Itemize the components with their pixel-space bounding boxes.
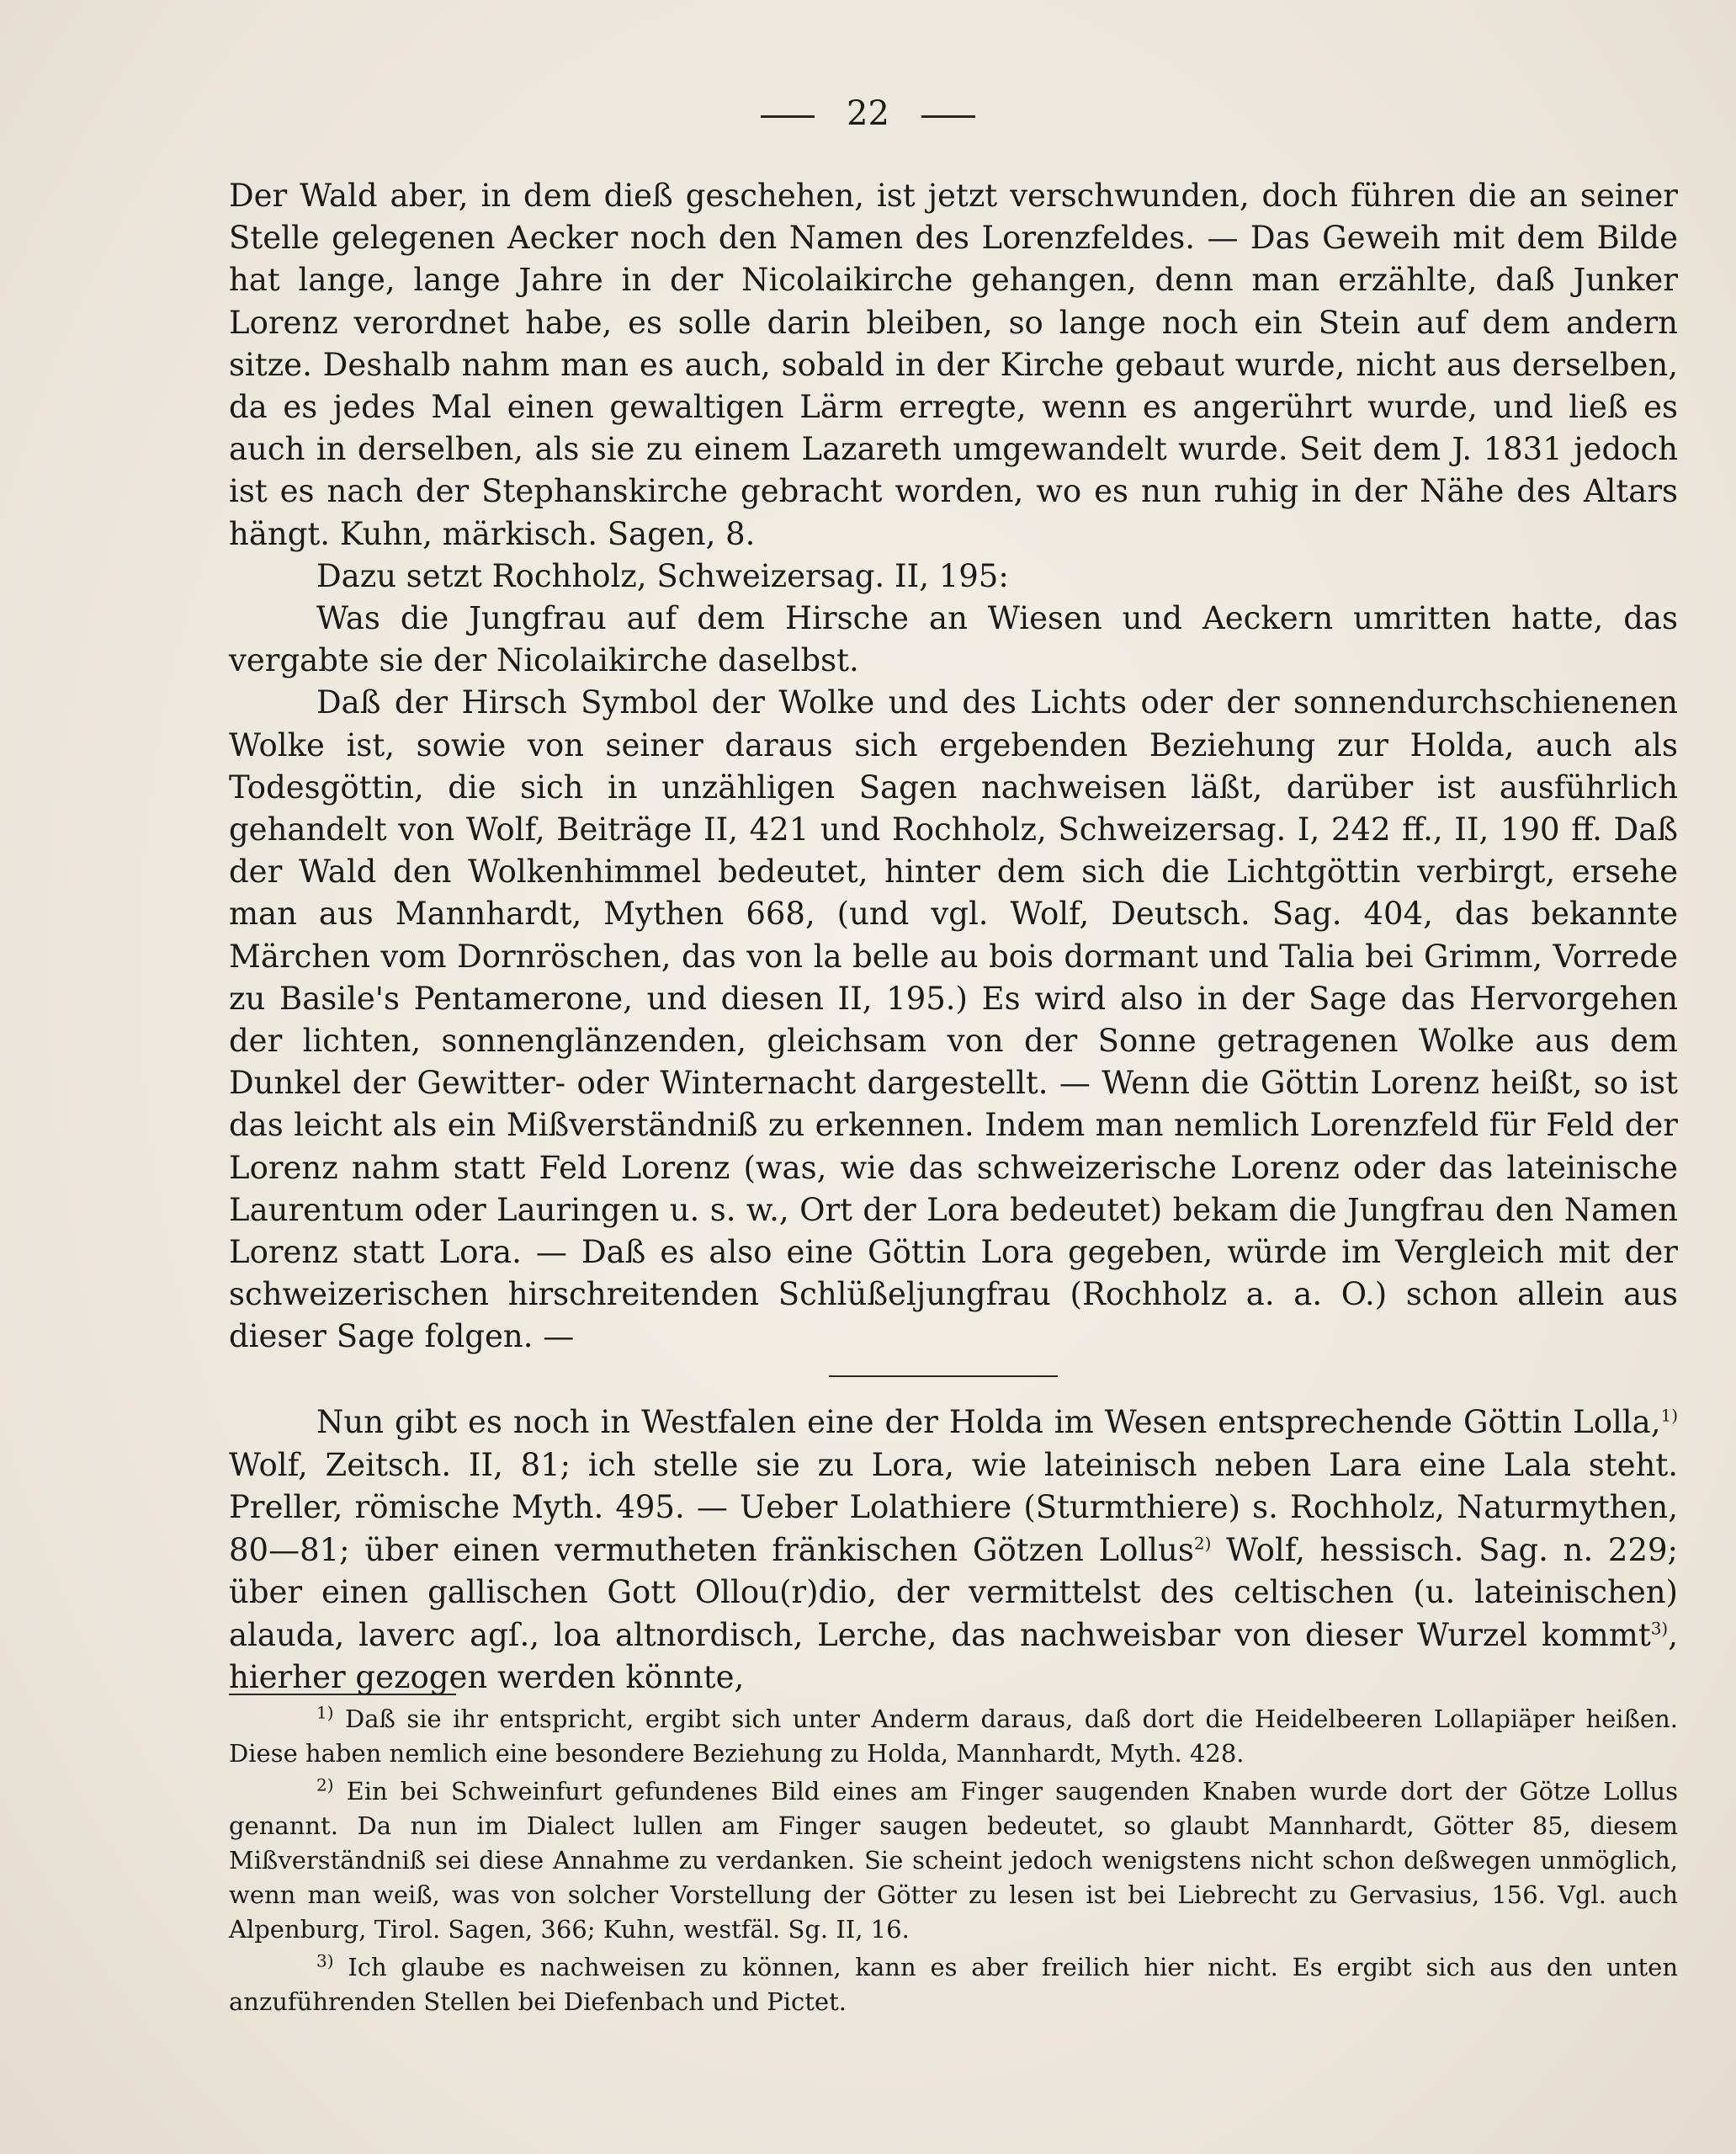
paragraph-3-quote: Was die Jungfrau auf dem Hirsche an Wiesen und Aeckern umritten hatte, das vergabte sie der Nicolaikirche daselbst. [229,600,1678,679]
paragraph-5-part-c: Wolf, hessisch. Sag. n. 229; über einen gallischen Gott Ollou(r)dio, der vermittelst des celtischen (u. lateinischen) alauda, laverc agſ., loa altnordisch, Lerche, das nachweisbar von dieser Wurzel kommt [229,1531,1678,1653]
main-text-continued [229,1401,1678,1699]
main-text [229,175,1678,1359]
footnote-2 [229,1774,1678,1947]
footnote-1 [229,1702,1678,1771]
page-header [0,94,1736,133]
paragraph-1: Der Wald aber, in dem dieß geschehen, ist jetzt verschwunden, doch führen die an seiner Stelle gelegenen Aecker noch den Namen des Lorenzfeldes. — Das Geweih mit dem Bilde hat lange, lange Jahre in der Nicolaikirche gehangen, denn man erzählte, daß Junker Lorenz verordnet habe, es solle darin bleiben, so lange noch ein Stein auf dem andern sitze. Deshalb nahm man es auch, sobald in der Kirche gebaut wurde, nicht aus derselben, da es jedes Mal einen gewaltigen Lärm erregte, wenn es angerührt wurde, und ließ es auch in derselben, als sie zu einem Lazareth umgewandelt wurde. Seit dem J. 1831 jedoch ist es nach der Stephanskirche gebracht worden, wo es nun ruhig in der Nähe des Altars hängt. Kuhn, märkisch. Sagen, 8. [229,178,1678,552]
footnote-2-text: Ein bei Schweinfurt gefundenes Bild eines am Finger saugenden Knaben wurde dort der Götze Lollus genannt. Da nun im Dialect lullen am Finger saugen bedeutet, so glaubt Mannhardt, Götter 85, diesem Mißverständniß sei diese Annahme zu verdanken. Sie scheint jedoch wenigstens nicht schon deßwegen unmöglich, wenn man weiß, was von solcher Vorstellung der Götter zu lesen ist bei Liebrecht zu Gervasius, 156. Vgl. auch Alpenburg, Tirol. Sagen, 366; Kuhn, westfäl. Sg. II, 16. [229,1777,1678,1944]
footnote-ref-2[interactable]: 2) [1193,1533,1212,1554]
footnote-ref-3[interactable]: 3) [1650,1618,1669,1639]
paragraph-5 [229,1401,1678,1699]
footnote-2-mark: 2) [316,1774,334,1795]
footnote-1-text: Daß sie ihr entspricht, ergibt sich unter Anderm daraus, daß dort die Heidelbeeren Lollapiäper heißen. Diese haben nemlich eine besondere Beziehung zu Holda, Mannhardt, Myth. 428. [229,1705,1678,1768]
footnote-1-mark: 1) [316,1702,334,1723]
paragraph-5-part-b: Wolf, Zeitsch. II, 81; ich stelle sie zu Lora, wie lateinisch neben Lara eine Lala steht. Preller, römische Myth. 495. — Ueber Lolathiere (Sturmthiere) s. Rochholz, Naturmythen, 80—81; über einen vermutheten fränkischen Götzen Lollus [229,1446,1678,1568]
footnote-rule [229,1694,456,1695]
footnote-3-mark: 3) [316,1950,334,1971]
footnote-3 [229,1950,1678,2019]
page-number: 22 [847,94,889,133]
paragraph-2: Dazu setzt Rochholz, Schweizersag. II, 195: [316,557,1009,594]
footnote-3-text: Ich glaube es nachweisen zu können, kann es aber freilich hier nicht. Es ergibt sich aus den unten anzuführenden Stellen bei Diefenbach und Pictet. [229,1953,1678,2016]
header-dash-right [921,115,975,118]
footnote-ref-1[interactable]: 1) [1660,1405,1678,1426]
footnotes [229,1702,1678,2023]
paragraph-5-part-d: , hierher gezogen werden könnte, [229,1616,1678,1695]
header-dash-left [761,115,815,118]
paragraph-5-part-a: Nun gibt es noch in Westfalen eine der Holda im Wesen entsprechende Göttin Lolla, [316,1404,1661,1440]
paragraph-4: Daß der Hirsch Symbol der Wolke und des Lichts oder der sonnendurchschienenen Wolke ist, sowie von seiner daraus sich ergebenden Beziehung zur Holda, auch als Todesgöttin, die sich in unzähligen Sagen nachweisen läßt, darüber ist ausführlich gehandelt von Wolf, Beiträge II, 421 und Rochholz, Schweizersag. I, 242 ff., II, 190 ff. Daß der Wald den Wolkenhimmel bedeutet, hinter dem sich die Lichtgöttin verbirgt, ersehe man aus Mannhardt, Mythen 668, (und vgl. Wolf, Deutsch. Sag. 404, das bekannte Märchen vom Dornröschen, das von la belle au bois dormant und Talia bei Grimm, Vorrede zu Basile's Pentamerone, und diesen II, 195.) Es wird also in der Sage das Hervorgehen der lichten, sonnenglänzenden, gleichsam von der Sonne getragenen Wolke aus dem Dunkel der Gewitter- oder Winternacht dargestellt. — Wenn die Göttin Lorenz heißt, so ist das leicht als ein Mißverständniß zu erkennen. Indem man nemlich Lorenzfeld für Feld der Lorenz nahm statt Feld Lorenz (was, wie das schweizerische Lorenz oder das lateinische Laurentum oder Lauringen u. s. w., Ort der Lora bedeutet) bekam die Jungfrau den Namen Lorenz statt Lora. — Daß es also eine Göttin Lora gegeben, würde im Vergleich mit der schweizerischen hirschreitenden Schlüßeljungfrau (Rochholz a. a. O.) schon allein aus dieser Sage folgen. — [229,684,1678,1355]
section-divider [829,1375,1058,1377]
